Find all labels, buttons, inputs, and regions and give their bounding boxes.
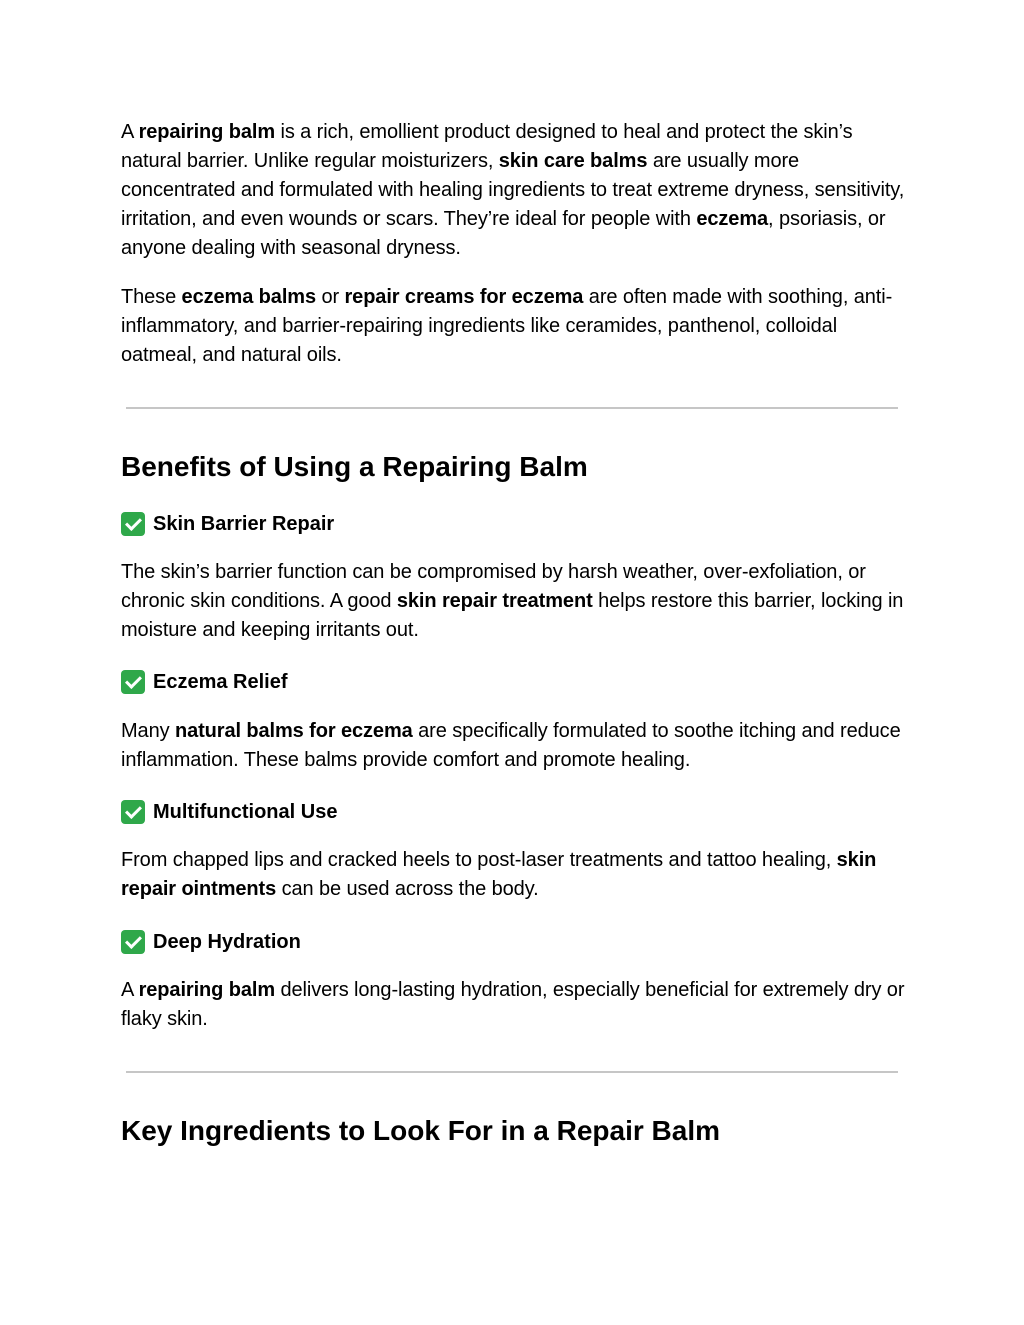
benefit-title-eczema-relief: Eczema Relief: [121, 668, 911, 696]
ingredients-heading: Key Ingredients to Look For in a Repair Balm: [121, 1115, 720, 1146]
benefit-text-skin-barrier-repair: The skin’s barrier function can be compromised by harsh weather, over-exfoliation, or chronic skin conditions. A good skin repair treatment helps restore this barrier, locking in moisture and keeping irritants out.: [121, 561, 904, 641]
check-mark-icon: [121, 930, 145, 954]
intro-section: [121, 118, 911, 370]
section-divider-2: [126, 1071, 898, 1073]
section-divider-1: [126, 407, 898, 409]
check-mark-icon: [121, 512, 145, 536]
benefits-heading: Benefits of Using a Repairing Balm: [121, 451, 588, 482]
benefit-text-deep-hydration: A repairing balm delivers long-lasting hydration, especially beneficial for extremely dry or flaky skin.: [121, 979, 905, 1030]
benefit-title-deep-hydration: Deep Hydration: [121, 928, 911, 956]
check-mark-icon: [121, 670, 145, 694]
intro-paragraph-1: A repairing balm is a rich, emollient product designed to heal and protect the skin’s natural barrier. Unlike regular moisturizers, skin care balms are usually more concentrated and formulated with healing ingredients to treat extreme dryness, sensitivity, irritation, and even wounds or scars. They’re ideal for people with eczema, psoriasis, or anyone dealing with seasonal dryness.: [121, 121, 905, 259]
intro-paragraph-2: These eczema balms or repair creams for eczema are often made with soothing, anti-inflammatory, and barrier-repairing ingredients like ceramides, panthenol, colloidal oatmeal, and natural oils.: [121, 286, 893, 366]
benefit-text-multifunctional-use: From chapped lips and cracked heels to post-laser treatments and tattoo healing, skin repair ointments can be used across the body.: [121, 849, 877, 900]
check-mark-icon: [121, 800, 145, 824]
benefit-title-multifunctional-use: Multifunctional Use: [121, 798, 911, 826]
benefit-title-skin-barrier-repair: Skin Barrier Repair: [121, 510, 911, 538]
benefit-text-eczema-relief: Many natural balms for eczema are specifically formulated to soothe itching and reduce inflammation. These balms provide comfort and promote healing.: [121, 720, 901, 771]
